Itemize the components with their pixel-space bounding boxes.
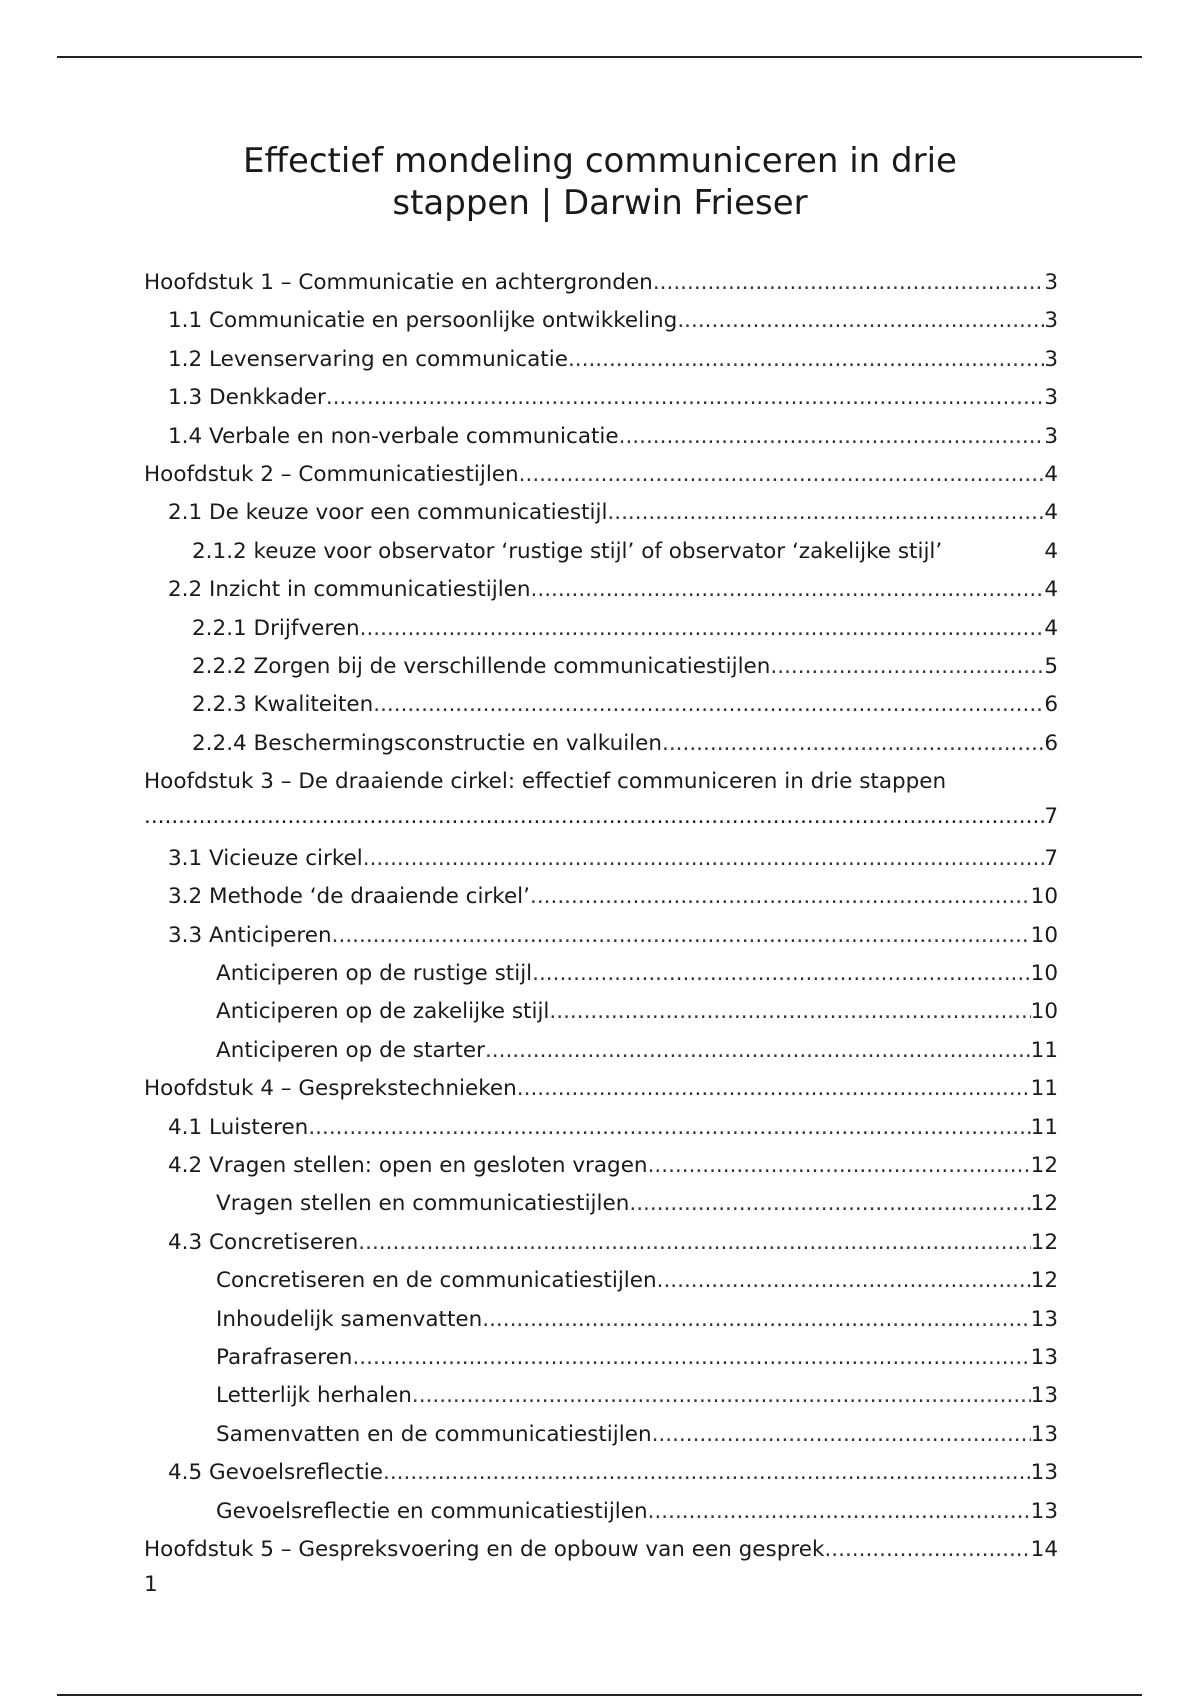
toc-entry-page: 3 bbox=[1044, 385, 1058, 411]
toc-entry-page: 4 bbox=[1044, 577, 1058, 603]
toc-entry-page: 7 bbox=[1044, 845, 1058, 871]
toc-dot-leader bbox=[619, 418, 1045, 456]
toc-dot-leader bbox=[360, 610, 1045, 648]
toc-chapter-entry[interactable] bbox=[144, 456, 1058, 494]
toc-entry[interactable] bbox=[144, 341, 1058, 379]
toc-entry[interactable] bbox=[144, 993, 1058, 1031]
toc-entry[interactable] bbox=[144, 878, 1058, 916]
toc-dot-leader bbox=[824, 1531, 1030, 1569]
toc-entry-label: Gevoelsreflectie en communicatiestijlen bbox=[216, 1498, 648, 1524]
toc-dot-leader bbox=[352, 1339, 1030, 1377]
toc-entry-label: Parafraseren bbox=[216, 1344, 353, 1370]
toc-entry-label: 4.2 Vragen stellen: open en gesloten vragen bbox=[168, 1153, 648, 1178]
toc-entry[interactable] bbox=[144, 1147, 1058, 1185]
toc-dot-leader bbox=[662, 725, 1044, 763]
toc-entry-page: 10 bbox=[1030, 884, 1058, 910]
toc-entry-label: Hoofdstuk 5 – Gespreksvoering en de opbouw van een gesprek bbox=[144, 1536, 825, 1562]
toc-entry-label: Hoofdstuk 2 – Communicatiestijlen bbox=[144, 461, 519, 487]
toc-dot-leader bbox=[629, 1185, 1030, 1223]
toc-entry[interactable] bbox=[144, 840, 1058, 878]
toc-entry-label: 4.3 Concretiseren bbox=[168, 1229, 359, 1255]
toc-entry-page: 12 bbox=[1030, 1229, 1058, 1255]
toc-dot-leader bbox=[517, 1070, 1031, 1108]
toc-entry-page: 3 bbox=[1044, 270, 1058, 295]
toc-dot-leader bbox=[648, 1493, 1031, 1531]
toc-entry-label: 2.1 De keuze voor een communicatiestijl bbox=[168, 500, 608, 526]
toc-entry-label: Vragen stellen en communicatiestijlen bbox=[216, 1191, 630, 1217]
toc-entry-label: Hoofdstuk 3 – De draaiende cirkel: effectief communiceren in drie stappen bbox=[144, 769, 947, 795]
toc-entry-label: 2.2.3 Kwaliteiten bbox=[192, 692, 374, 718]
toc-entry-label: Letterlijk herhalen bbox=[216, 1383, 412, 1409]
toc-entry-page: 6 bbox=[1044, 692, 1058, 718]
toc-dot-leader bbox=[383, 1454, 1031, 1492]
toc-dot-leader bbox=[532, 955, 1031, 993]
toc-entry[interactable] bbox=[144, 763, 1058, 840]
document-title-line-2: stappen | Darwin Frieser bbox=[392, 183, 808, 223]
table-of-contents bbox=[144, 264, 1058, 1569]
toc-entry[interactable] bbox=[144, 1416, 1058, 1454]
toc-entry[interactable] bbox=[144, 1109, 1058, 1147]
toc-entry-page: 5 bbox=[1044, 653, 1058, 679]
toc-entry-page: 4 bbox=[1044, 461, 1058, 487]
page-number: 1 bbox=[144, 1572, 158, 1597]
toc-entry[interactable] bbox=[144, 686, 1058, 724]
toc-entry-page: 11 bbox=[1030, 1076, 1058, 1102]
toc-entry-label: Concretiseren en de communicatiestijlen bbox=[216, 1268, 657, 1294]
toc-entry[interactable] bbox=[144, 1224, 1058, 1262]
toc-entry[interactable] bbox=[144, 1377, 1058, 1415]
toc-dot-leader bbox=[607, 494, 1044, 532]
toc-entry-page: 12 bbox=[1030, 1191, 1058, 1217]
toc-entry-label: 1.3 Denkkader bbox=[168, 385, 326, 411]
toc-chapter-entry[interactable] bbox=[144, 264, 1058, 302]
toc-entry[interactable] bbox=[144, 302, 1058, 340]
toc-entry[interactable] bbox=[144, 418, 1058, 456]
toc-entry-page: 3 bbox=[1044, 308, 1058, 334]
toc-entry[interactable] bbox=[144, 1032, 1058, 1070]
toc-entry-label: Anticiperen op de rustige stijl bbox=[216, 961, 533, 987]
toc-chapter-entry[interactable] bbox=[144, 1070, 1058, 1108]
toc-entry[interactable] bbox=[144, 1339, 1058, 1377]
toc-entry-label: Inhoudelijk samenvatten bbox=[216, 1306, 483, 1332]
toc-entry-label: 3.1 Vicieuze cirkel bbox=[168, 845, 363, 871]
toc-entry-label: 2.1.2 keuze voor observator ‘rustige stijl’ of observator ‘zakelijke stijl’ bbox=[192, 538, 943, 564]
toc-entry-label: 1.4 Verbale en non-verbale communicatie bbox=[168, 423, 619, 449]
toc-dot-leader bbox=[412, 1377, 1031, 1415]
toc-dot-leader bbox=[326, 379, 1044, 417]
toc-dot-leader bbox=[363, 840, 1045, 878]
toc-entry-page: 12 bbox=[1030, 1268, 1058, 1294]
toc-entry-page: 3 bbox=[1044, 346, 1058, 372]
toc-entry-page: 6 bbox=[1044, 730, 1058, 756]
document-title bbox=[0, 140, 1200, 224]
toc-entry[interactable] bbox=[144, 1301, 1058, 1339]
toc-entry-page: 4 bbox=[1044, 500, 1058, 526]
toc-dot-leader bbox=[485, 1032, 1031, 1070]
toc-entry-label: 3.3 Anticiperen bbox=[168, 922, 332, 948]
toc-entry-page: 13 bbox=[1030, 1421, 1058, 1447]
toc-entry-page: 10 bbox=[1030, 922, 1058, 948]
toc-entry[interactable] bbox=[144, 955, 1058, 993]
toc-entry[interactable] bbox=[144, 494, 1058, 532]
toc-entry-page: 11 bbox=[1030, 1114, 1058, 1140]
toc-entry-label: 3.2 Methode ‘de draaiende cirkel’ bbox=[168, 884, 530, 910]
toc-dot-leader bbox=[677, 302, 1044, 340]
bottom-rule bbox=[57, 1694, 1142, 1696]
toc-entry-page: 13 bbox=[1030, 1344, 1058, 1370]
toc-dot-leader bbox=[519, 456, 1045, 494]
toc-entry-label: 1.1 Communicatie en persoonlijke ontwikkeling bbox=[168, 308, 678, 334]
toc-entry-label: Anticiperen op de starter bbox=[216, 1037, 485, 1063]
toc-entry[interactable] bbox=[144, 533, 1058, 571]
toc-dot-leader bbox=[332, 917, 1031, 955]
toc-entry-page: 10 bbox=[1030, 999, 1058, 1025]
document-title-line-1: Effectief mondeling communiceren in drie bbox=[243, 141, 957, 181]
toc-dot-leader bbox=[549, 993, 1030, 1031]
toc-dot-leader bbox=[653, 264, 1045, 302]
toc-entry-label: Anticiperen op de zakelijke stijl bbox=[216, 999, 550, 1025]
toc-entry-page: 13 bbox=[1030, 1498, 1058, 1524]
toc-entry-leader-line bbox=[144, 801, 1058, 839]
toc-entry[interactable] bbox=[144, 1493, 1058, 1531]
toc-entry-label: 2.2.2 Zorgen bij de verschillende communicatiestijlen bbox=[192, 653, 771, 679]
toc-entry-label: 2.2.4 Beschermingsconstructie en valkuilen bbox=[192, 730, 663, 756]
toc-entry[interactable] bbox=[144, 379, 1058, 417]
toc-entry[interactable] bbox=[144, 917, 1058, 955]
toc-entry-label: 1.2 Levenservaring en communicatie bbox=[168, 346, 568, 372]
toc-entry-page: 13 bbox=[1030, 1306, 1058, 1332]
top-rule bbox=[57, 56, 1142, 58]
toc-entry-page: 14 bbox=[1030, 1536, 1058, 1562]
toc-entry-label: Hoofdstuk 1 – Communicatie en achtergronden bbox=[144, 270, 653, 295]
toc-dot-leader bbox=[308, 1109, 1030, 1147]
toc-entry[interactable] bbox=[144, 1262, 1058, 1300]
toc-entry[interactable] bbox=[144, 648, 1058, 686]
toc-dot-leader bbox=[652, 1416, 1031, 1454]
toc-dot-leader bbox=[358, 1224, 1030, 1262]
toc-entry-label: Hoofdstuk 4 – Gesprekstechnieken bbox=[144, 1076, 517, 1102]
toc-entry-page: 11 bbox=[1030, 1037, 1058, 1063]
toc-entry-page: 13 bbox=[1030, 1460, 1058, 1486]
toc-entry-page: 3 bbox=[1044, 423, 1058, 449]
toc-dot-leader bbox=[770, 648, 1044, 686]
toc-dot-leader bbox=[530, 878, 1031, 916]
toc-dot-leader bbox=[568, 341, 1044, 379]
toc-entry[interactable] bbox=[144, 1185, 1058, 1223]
toc-entry[interactable] bbox=[144, 1454, 1058, 1492]
toc-chapter-entry[interactable] bbox=[144, 1531, 1058, 1569]
toc-entry-page: 4 bbox=[1044, 538, 1058, 564]
toc-dot-leader bbox=[482, 1301, 1030, 1339]
toc-dot-leader bbox=[531, 571, 1045, 609]
toc-entry[interactable] bbox=[144, 610, 1058, 648]
toc-entry-page: 10 bbox=[1030, 961, 1058, 987]
toc-entry-page: 12 bbox=[1030, 1153, 1058, 1178]
toc-dot-leader bbox=[657, 1262, 1031, 1300]
toc-dot-leader bbox=[648, 1147, 1031, 1185]
toc-entry-label: 4.5 Gevoelsreflectie bbox=[168, 1460, 384, 1486]
toc-entry-label: 2.2.1 Drijfveren bbox=[192, 615, 360, 641]
toc-dot-leader bbox=[373, 686, 1044, 724]
toc-entry-page: 4 bbox=[1044, 615, 1058, 641]
toc-entry[interactable] bbox=[144, 725, 1058, 763]
toc-entry-label: Samenvatten en de communicatiestijlen bbox=[216, 1421, 652, 1447]
toc-dot-leader bbox=[144, 801, 1044, 833]
toc-entry[interactable] bbox=[144, 571, 1058, 609]
toc-entry-label: 4.1 Luisteren bbox=[168, 1114, 309, 1140]
toc-entry-page: 7 bbox=[1044, 804, 1058, 830]
toc-entry-label: 2.2 Inzicht in communicatiestijlen bbox=[168, 577, 531, 603]
toc-entry-page: 13 bbox=[1030, 1383, 1058, 1409]
